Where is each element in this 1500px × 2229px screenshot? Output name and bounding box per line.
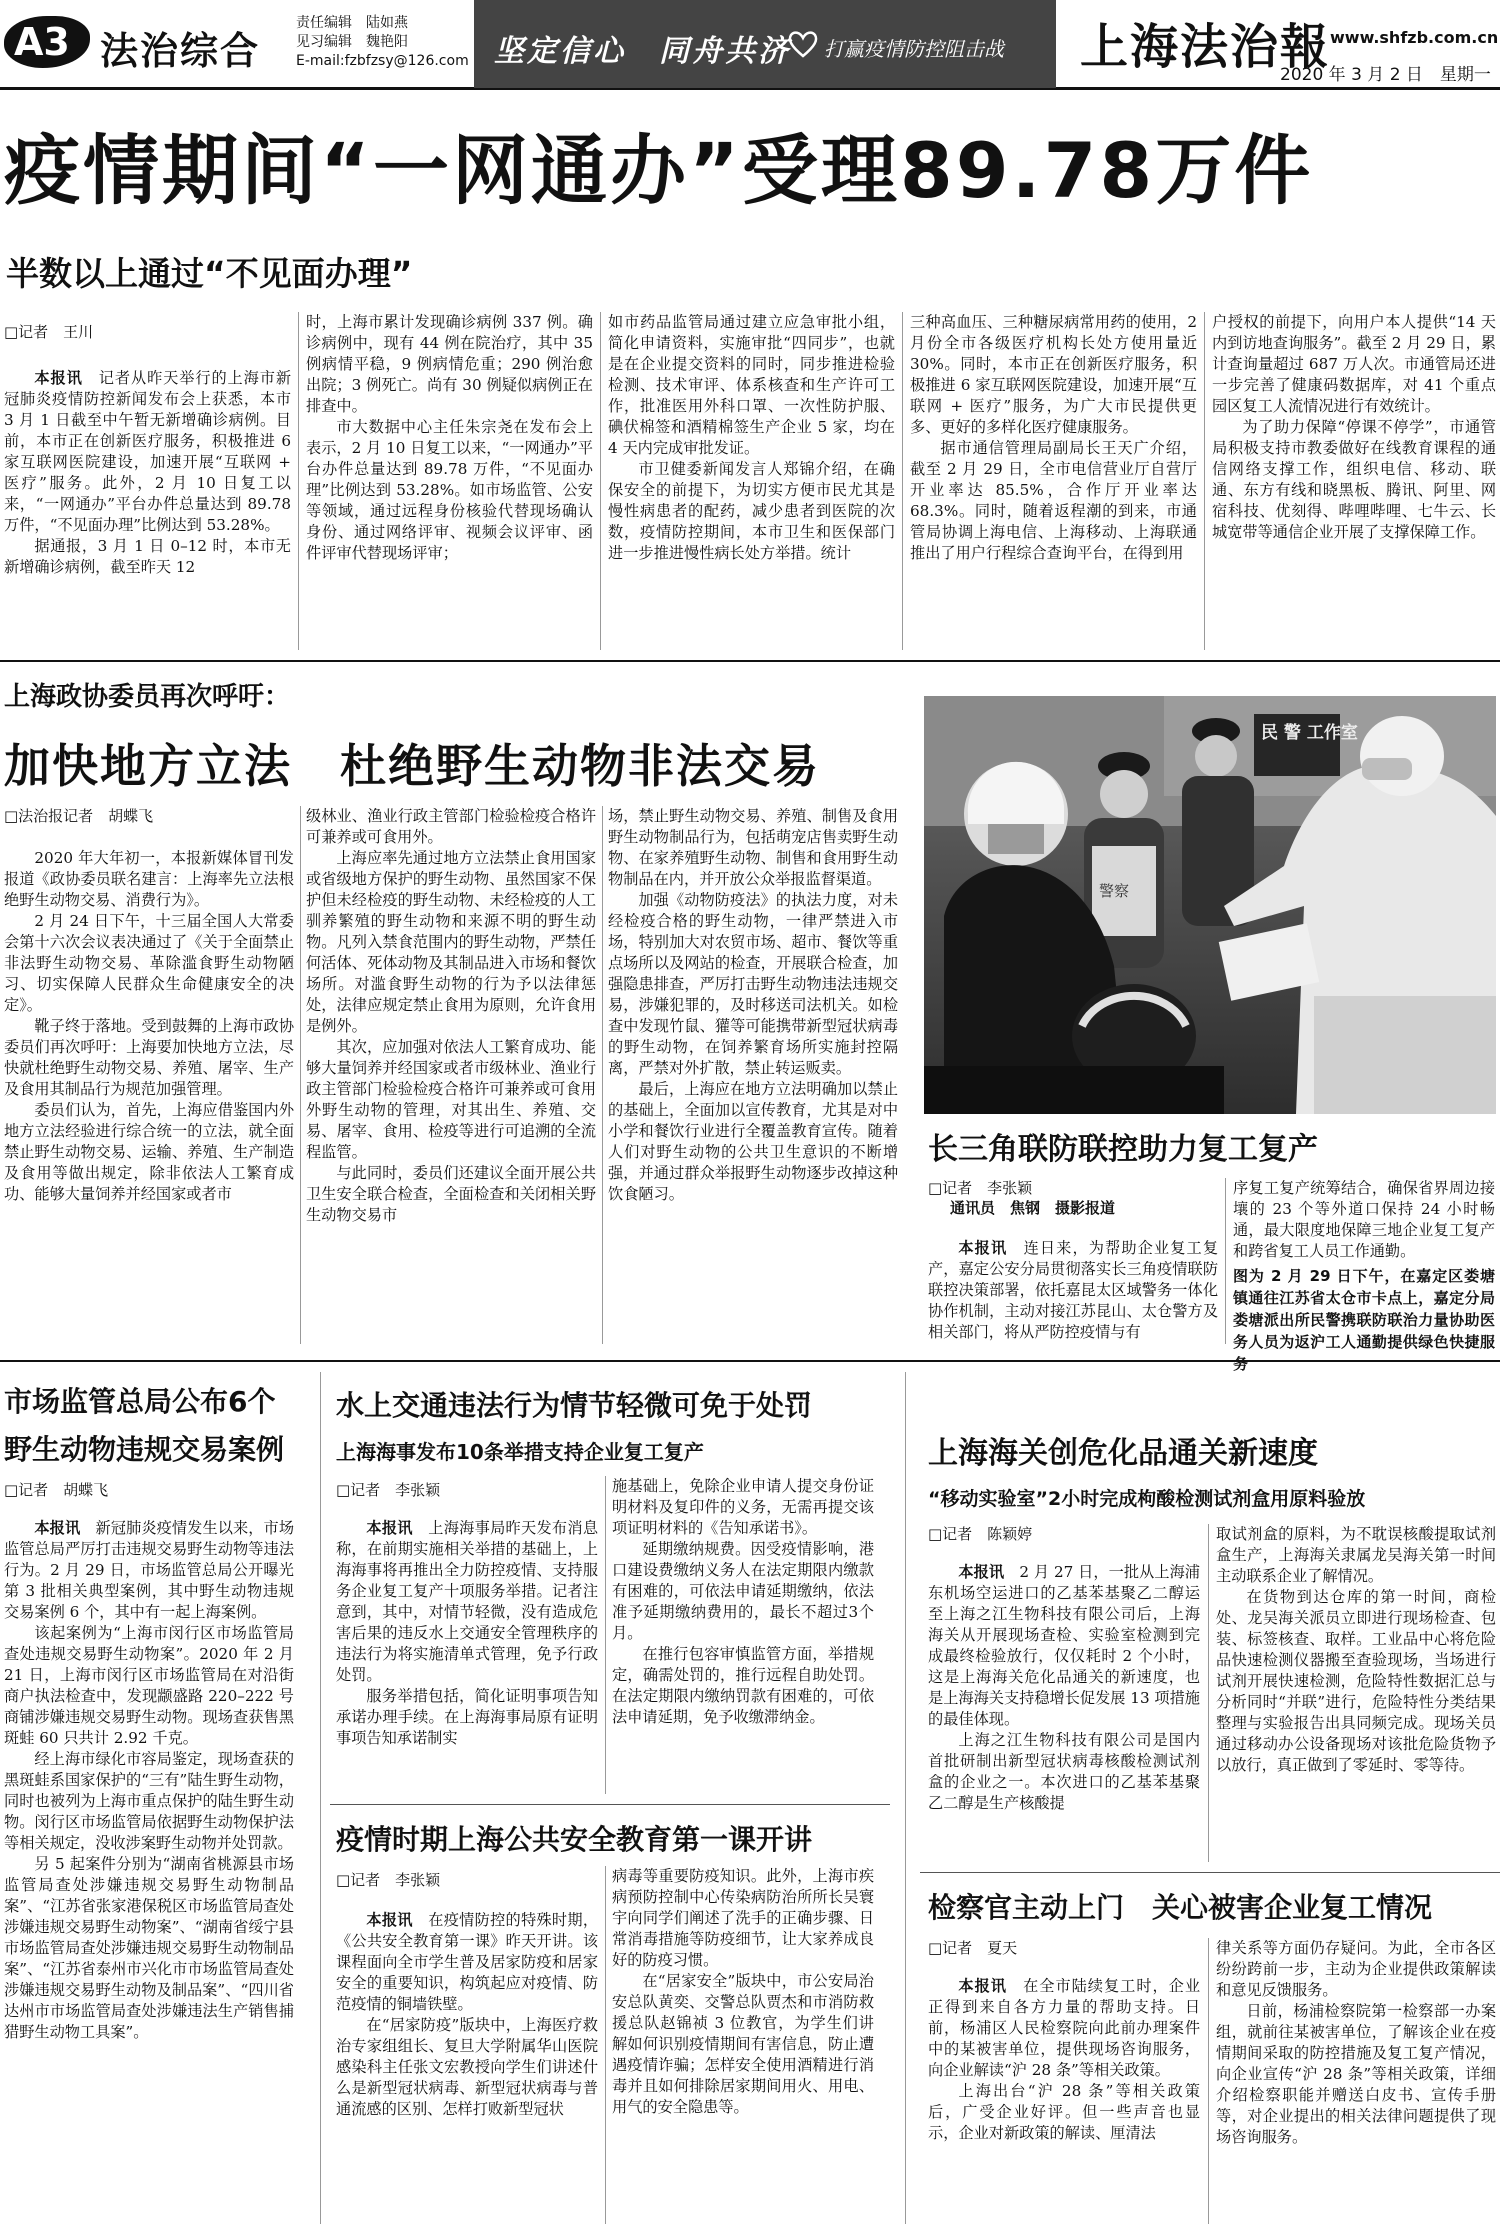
article-paragraph: 委员们认为，首先，上海应借鉴国内外地方立法经验进行综合统一的立法，就全面禁止野生动物交易、运输、养殖、生产制造及食用等做出规定，除非依法人工繁育成功、能够大量饲养并经国家或者市 [4,1101,294,1203]
story2-kicker: 上海政协委员再次呼吁： [4,682,291,712]
article-paragraph: 在推行包容审慎监管方面，举措规定，确需处罚的，推行远程自助处罚。在法定期限内缴纳罚款有困难的，可依法申请延期，免予收缴滞纳金。 [612,1645,874,1726]
news-photo [924,696,1496,1114]
article-paragraph: 本报讯 上海海事局昨天发布消息称，在前期实施相关举措的基础上，上海海事将再推出全力防控疫情、支持服务企业复工复产十项服务举措。记者注意到，其中，对情节轻微，没有造成危害后果的违反水上交通安全管理秩序的违法行为将实施清单式管理，免予行政处罚。 [336,1519,598,1684]
lead-column-3 [608,312,895,650]
story5-column-2 [612,1476,874,1794]
editor-line: 责任编辑 陆如燕 [296,15,408,31]
banner-slogan: 坚定信心 同舟共济 [494,34,791,69]
byline-line: □记者 李张颖 [928,1179,1033,1197]
story4-column [4,1518,294,2224]
article-paragraph: 上海之江生物科技有限公司是国内首批研制出新型冠状病毒核酸检测试剂盒的企业之一。本次进口的乙基苯基聚乙二醇是生产核酸提 [928,1731,1200,1812]
article-paragraph: 据市通信管理局副局长王天广介绍，截至 2 月 29 日，全市电信营业厅自营厅开业率达 85.5%，合作厅开业率达 68.3%。同时，随着返程潮的到来，市通管局协调上海电信、上海移动、上海联通推出了用户行程综合查询平台，在得到用 [910,439,1197,562]
article-paragraph: 上海应率先通过地方立法禁止食用国家或省级地方保护的野生动物、虽然国家不保护但未经检疫的野生动物、未经检疫的人工驯养繁殖的野生动物和来源不明的野生动物。凡列入禁食范围内的野生动物，严禁任何活体、死体动物及其制品进入市场和餐饮场所。对滥食野生动物的行为予以法律惩处，法律应规定禁止食用为原则，允许食用是例外。 [306,849,596,1035]
story8-column-1 [928,1976,1200,2224]
website-url: www.shfzb.com.cn [1330,28,1499,47]
lead-byline: □记者 王川 [4,323,94,341]
story6-column-1 [336,1910,598,2224]
lead-headline: 疫情期间“一网通办”受理89.78万件 [4,126,1314,215]
story5-headline: 水上交通违法行为情节轻微可免于处罚 [336,1389,813,1422]
section-name: 法治综合 [100,29,261,73]
column-rule [320,1372,321,2224]
newspaper-logo: 上海法治報 [1080,19,1331,75]
campaign-banner [474,0,1056,88]
page-number-badge [4,16,90,68]
article-paragraph: 时，上海市累计发现确诊病例 337 例。确诊病例中，现有 44 例在院治疗，其中 35 例病情平稳，9 例病情危重；290 例治愈出院；3 例死亡。尚有 30 例疑似病例正在排查中。 [306,313,593,415]
article-paragraph: 在“居家安全”版块中，市公安局治安总队黄奕、交警总队贾杰和市消防救援总队赵锦祯 3 位教官，为学生们讲解如何识别疫情期间有害信息，防止遭遇疫情诈骗；怎样安全使用酒精进行消毒并且如何排除居家期间用火、用电、用气的安全隐患等。 [612,1972,874,2116]
column-rule [300,806,301,1344]
story3-column-1 [928,1238,1218,1344]
article-paragraph: 另 5 起案件分别为“湖南省桃源县市场监管局查处涉嫌违规交易野生动物制品案”、“江苏省张家港保税区市场监管局查处涉嫌违规交易野生动物案”、“湖南省绥宁县市场监管局查处涉嫌违规交易野生动物制品案”、“江苏省泰州市兴化市市场监管局查处涉嫌违规交易野生动物及制品案”、“四川省达州市市场监管局查处涉嫌违法生产销售捕猎野生动物工具案”。 [4,1855,294,2041]
story4-headline-line-2: 野生动物违规交易案例 [4,1433,285,1466]
story7-byline: □记者 陈颖婷 [928,1525,1033,1543]
article-paragraph: 该起案例为“上海市闵行区市场监管局查处违规交易野生动物案”。2020 年 2 月 21 日，上海市闵行区市场监管局在对沿街商户执法检查中，发现颛盛路 220–222 号商铺涉嫌违规交易野生动物。现场查获售黑斑蛙 60 只共计 2.92 千克。 [4,1624,294,1747]
section-divider [0,660,1500,662]
story-divider [330,1804,890,1805]
story4-headline-line-1: 市场监管总局公布6个 [4,1385,276,1418]
issue-date: 2020 年 3 月 2 日 星期一 [1280,65,1491,85]
article-paragraph: 病毒等重要防疫知识。此外，上海市疾病预防控制中心传染病防治所所长吴寰宇向同学们阐述了洗手的正确步骤、日常消毒措施等防疫细节，让大家养成良好的防疫习惯。 [612,1867,874,1969]
article-paragraph: 本报讯 在全市陆续复工时，企业正得到来自各方力量的帮助支持。日前，杨浦区人民检察院向此前办理案件中的某被害单位，提供现场咨询服务，向企业解读“沪 28 条”等相关政策。 [928,1977,1200,2079]
column-rule [905,1372,906,2224]
column-rule [605,1866,606,2224]
story2-column-1 [4,848,294,1344]
article-paragraph: 本报讯 2 月 27 日，一批从上海浦东机场空运进口的乙基苯基聚乙二醇运至上海之江生物科技有限公司后，上海海关从开展现场查检、实验室检测到完成最终检验放行，仅仅耗时 2 个小时，这是上海海关危化品通关的新速度，也是上海海关支持稳增长促发展 13 项措施的最佳体现。 [928,1563,1200,1728]
article-paragraph: 施基础上，免除企业申请人提交身份证明材料及复印件的义务，无需再提交该项证明材料的《告知承诺书》。 [612,1477,874,1537]
story3-headline: 长三角联防联控助力复工复产 [928,1132,1318,1167]
article-paragraph: 市卫健委新闻发言人郑锦介绍，在确保安全的前提下，为切实方便市民尤其是慢性病患者的配药，减少患者到医院的次数，疫情防控期间，本市卫生和医保部门进一步推进慢性病长处方举措。统计 [608,460,895,562]
article-paragraph: 与此同时，委员们还建议全面开展公共卫生安全联合检查，全面检查和关闭相关野生动物交易市 [306,1164,596,1224]
article-paragraph: 律关系等方面仍存疑问。为此，全市各区纷纷跨前一步，主动为企业提供政策解读和意见反馈服务。 [1216,1939,1496,1999]
story6-headline: 疫情时期上海公共安全教育第一课开讲 [336,1823,813,1856]
article-paragraph: 本报讯 新冠肺炎疫情发生以来，市场监管总局严厉打击违规交易野生动物等违法行为。2 月 29 日，市场监管总局公开曝光第 3 批相关典型案例，其中野生动物违规交易案例 6 个，其中有一起上海案例。 [4,1519,294,1621]
story-divider [920,1872,1500,1873]
lead-column-5 [1212,312,1496,650]
story7-headline: 上海海关创危化品通关新速度 [928,1436,1318,1471]
column-rule [1225,1178,1226,1344]
story5-column-1 [336,1518,598,1794]
story7-column-1 [928,1562,1200,1862]
article-paragraph: 服务举措包括，简化证明事项告知承诺办理手续。在上海海事局原有证明事项告知承诺制实 [336,1687,598,1747]
article-paragraph: 本报讯 在疫情防控的特殊时期，《公共安全教育第一课》昨天开讲。该课程面向全市学生普及居家防疫和居家安全的重要知识，构筑起应对疫情、防范疫情的铜墙铁壁。 [336,1911,598,2013]
story7-deck: “移动实验室”2小时完成枸酸检测试剂盒用原料验放 [928,1488,1366,1510]
story8-column-2 [1216,1938,1496,2224]
article-paragraph: 如市药品监管局通过建立应急审批小组，简化申请资料，实施审批“四同步”，也就是在企业提交资料的同时，同步推进检验检测、技术审评、体系核查和生产许可工作，批准医用外科口罩、一次性防护服、碘伏棉签和酒精棉签生产企业 5 家，均在 4 天内完成审批发证。 [608,313,895,457]
article-paragraph: 靴子终于落地。受到鼓舞的上海市政协委员们再次呼吁：上海要加快地方立法，尽快就杜绝野生动物交易、养殖、屠宰、生产及食用其制品行为规范加强管理。 [4,1017,294,1098]
page-number: A3 [14,20,70,64]
story5-deck: 上海海事发布10条举措支持企业复工复产 [336,1440,704,1464]
column-rule [1204,312,1205,650]
story2-byline: □法治报记者 胡蝶飞 [4,807,154,825]
banner-subtitle: 打赢疫情防控阻击战 [824,37,1004,61]
article-paragraph: 市大数据中心主任朱宗尧在发布会上表示，2 月 10 日复工以来，“一网通办”平台办件总量达到 89.78 万件，“不见面办理”比例达到 53.28%。如市场监管、公安等领域，通过远程身份核验代替现场确认身份、通过网络评审、视频会议评审、函件评审代替现场评审； [306,418,593,562]
editor-email: E-mail:fzbfzsy@126.com [296,53,469,69]
article-paragraph: 本报讯 连日来，为帮助企业复工复产，嘉定公安分局贯彻落实长三角疫情联防联控决策部署，依托嘉昆太区域警务一体化协作机制，主动对接江苏昆山、太仓警方及相关部门，将从严防控疫情与有 [928,1239,1218,1341]
story2-column-3 [608,806,898,1344]
article-paragraph: 三种高血压、三种糖尿病常用药的使用，2 月份全市各级医疗机构长处方使用量近 30%。同时，本市正在创新医疗服务，积极推进 6 家互联网医院建设，加速开展“互联网 + 医疗”服务，为广大市民提供更多、更好的多样化医疗健康服务。 [910,313,1197,436]
story3-byline [928,1178,1115,1218]
column-rule [1208,1524,1209,1862]
article-paragraph: 户授权的前提下，向用户本人提供“14 天内到访地查询服务”。截至 2 月 29 日，累计查询量超过 687 万人次。市通管局还进一步完善了健康码数据库，对 41 个重点园区复工人流情况进行有效统计。 [1212,313,1496,415]
article-paragraph: 为了助力保障“停课不停学”，市通管局积极支持市教委做好在线教育课程的通信网络支撑工作，组织电信、移动、联通、东方有线和晓黑板、腾讯、阿里、网宿科技、优刻得、哔哩哔哩、七牛云、长城宽带等通信企业开展了支撑保障工作。 [1212,418,1496,541]
article-paragraph: 上海出台“沪 28 条”等相关政策后，广受企业好评。但一些声音也显示，企业对新政策的解读、厘清法 [928,2082,1200,2142]
story5-byline: □记者 李张颖 [336,1481,441,1499]
lead-column-1 [4,368,291,650]
article-paragraph: 最后，上海应在地方立法明确加以禁止的基础上，全面加以宣传教育，尤其是对中小学和餐饮行业进行全覆盖教育宣传。随着人们对野生动物的公共卫生意识的不断增强，并通过群众举报野生动物逐步改掉这种饮食陋习。 [608,1080,898,1203]
article-paragraph: 2020 年大年初一，本报新媒体冒刊发报道《政协委员联名建言：上海率先立法根绝野生动物交易、消费行为》。 [4,849,294,909]
article-paragraph: 在货物到达仓库的第一时间，商检处、龙吴海关派员立即进行现场检查、包装、标签核查、取样。工业品中心将危险品快速检测仪器搬至查验现场，当场进行试剂开展快速检测，危险特性数据汇总与分析同时“并联”进行，危险特性分类结果整理与实验报告出具同频完成。现场关员通过移动办公设备现场对该批危险货物予以放行，真正做到了零延时、零等待。 [1216,1588,1496,1774]
column-rule [1208,1938,1209,2224]
column-rule [902,312,903,650]
article-paragraph: 序复工复产统筹结合，确保省界周边接壤的 23 个等外道口保持 24 小时畅通，最大限度地保障三地企业复工复产和跨省复工人员工作通勤。 [1233,1179,1495,1260]
story4-byline: □记者 胡蝶飞 [4,1481,109,1499]
column-rule [605,1476,606,1794]
story3-column-2 [1233,1178,1495,1264]
article-paragraph: 取试剂盒的原料，为不耽误核酸提取试剂盒生产，上海海关隶属龙吴海关第一时间主动联系企业了解情况。 [1216,1525,1496,1585]
lead-column-4 [910,312,1197,650]
photo-vest-text: 警察 [1099,882,1130,900]
editor-line: 见习编辑 魏艳阳 [296,34,408,50]
story2-column-2 [306,806,596,1344]
column-rule [602,806,603,1344]
story8-byline: □记者 夏天 [928,1939,1018,1957]
story7-column-2 [1216,1524,1496,1862]
story6-byline: □记者 李张颖 [336,1871,441,1889]
article-paragraph: 本报讯 记者从昨天举行的上海市新冠肺炎疫情防控新闻发布会上获悉，本市 3 月 1 日截至中午暂无新增确诊病例。目前，本市正在创新医疗服务，积极推进 6 家互联网医院建设，加速开展“互联网 + 医疗”服务。此外，2 月 10 日复工以来，“一网通办”平台办件总量达到 89.78 万件，“不见面办理”比例达到 53.28%。 [4,369,291,534]
article-paragraph: 日前，杨浦检察院第一检察部一办案组，就前往某被害单位，了解该企业在疫情期间采取的防控措施及复工复产情况，向企业宣传“沪 28 条”等相关政策，详细介绍检察职能并赠送白皮书、宣传手册等，对企业提出的相关法律问题提供了现场咨询服务。 [1216,2002,1496,2146]
byline-line: 通讯员 焦钢 摄影报道 [950,1199,1116,1217]
article-paragraph: 延期缴纳规费。因受疫情影响，港口建设费缴纳义务人在法定期限内缴款有困难的，可依法申请延期缴纳，依法准予延期缴纳费用的，最长不超过3个月。 [612,1540,874,1642]
article-paragraph: 据通报，3 月 1 日 0–12 时，本市无新增确诊病例，截至昨天 12 [4,537,291,576]
lead-column-2 [306,312,593,650]
article-paragraph: 经上海市绿化市容局鉴定，现场查获的黑斑蛙系国家保护的“三有”陆生野生动物，同时也被列为上海市重点保护的陆生野生动物。闵行区市场监管局依据野生动物保护法等相关规定，没收涉案野生动物并处罚款。 [4,1750,294,1852]
article-paragraph: 加强《动物防疫法》的执法力度，对未经检疫合格的野生动物，一律严禁进入市场，特别加大对农贸市场、超市、餐饮等重点场所以及网站的检查，开展联合检查，加强隐患排查，严厉打击野生动物违法违规交易，涉嫌犯罪的，及时移送司法机关。如检查中发现竹鼠、獾等可能携带新型冠状病毒的野生动物，在饲养繁育场所实施封控隔离，严禁对外扩散，禁止转运贩卖。 [608,891,898,1077]
lead-subhead: 半数以上通过“不见面办理” [6,254,413,293]
article-paragraph: 场，禁止野生动物交易、养殖、制售及食用野生动物制品行为，包括萌宠店售卖野生动物、在家养殖野生动物、制售和食用野生动物制品在内，并开放公众举报监督渠道。 [608,807,898,888]
story6-column-2 [612,1866,874,2224]
editor-credits [296,14,469,71]
section-divider [0,1360,1500,1362]
article-paragraph: 级林业、渔业行政主管部门检验检疫合格许可兼养或可食用外。 [306,807,596,846]
heart-hands-icon [786,28,820,58]
story8-headline: 检察官主动上门 关心被害企业复工情况 [928,1891,1433,1924]
story2-headline: 加快地方立法 杜绝野生动物非法交易 [4,739,820,793]
column-rule [600,312,601,650]
article-paragraph: 2 月 24 日下午，十三届全国人大常委会第十六次会议表决通过了《关于全面禁止非法野生动物交易、革除滥食野生动物陋习、切实保障人民群众生命健康安全的决定》。 [4,912,294,1014]
photo-sign-text: 民 警 工作室 [1261,723,1358,743]
article-paragraph: 其次，应加强对依法人工繁育成功、能够大量饲养并经国家或者市级林业、渔业行政主管部门检验检疫合格许可兼养或可食用外野生动物的管理，对其出生、养殖、交易、屠宰、食用、检疫等进行可追溯的全流程监管。 [306,1038,596,1161]
column-rule [298,312,299,650]
photo-caption: 图为 2 月 29 日下午，在嘉定区娄塘镇通往江苏省太仓市卡点上，嘉定分局娄塘派出所民警携联防联治力量协助医务人员为返沪工人通勤提供绿色快捷服务 [1233,1267,1495,1373]
masthead [0,0,1500,90]
article-paragraph: 在“居家防疫”版块中，上海医疗救治专家组组长、复旦大学附属华山医院感染科主任张文宏教授向学生们讲述什么是新型冠状病毒、新型冠状病毒与普通流感的区别、怎样打败新型冠状 [336,2016,598,2118]
